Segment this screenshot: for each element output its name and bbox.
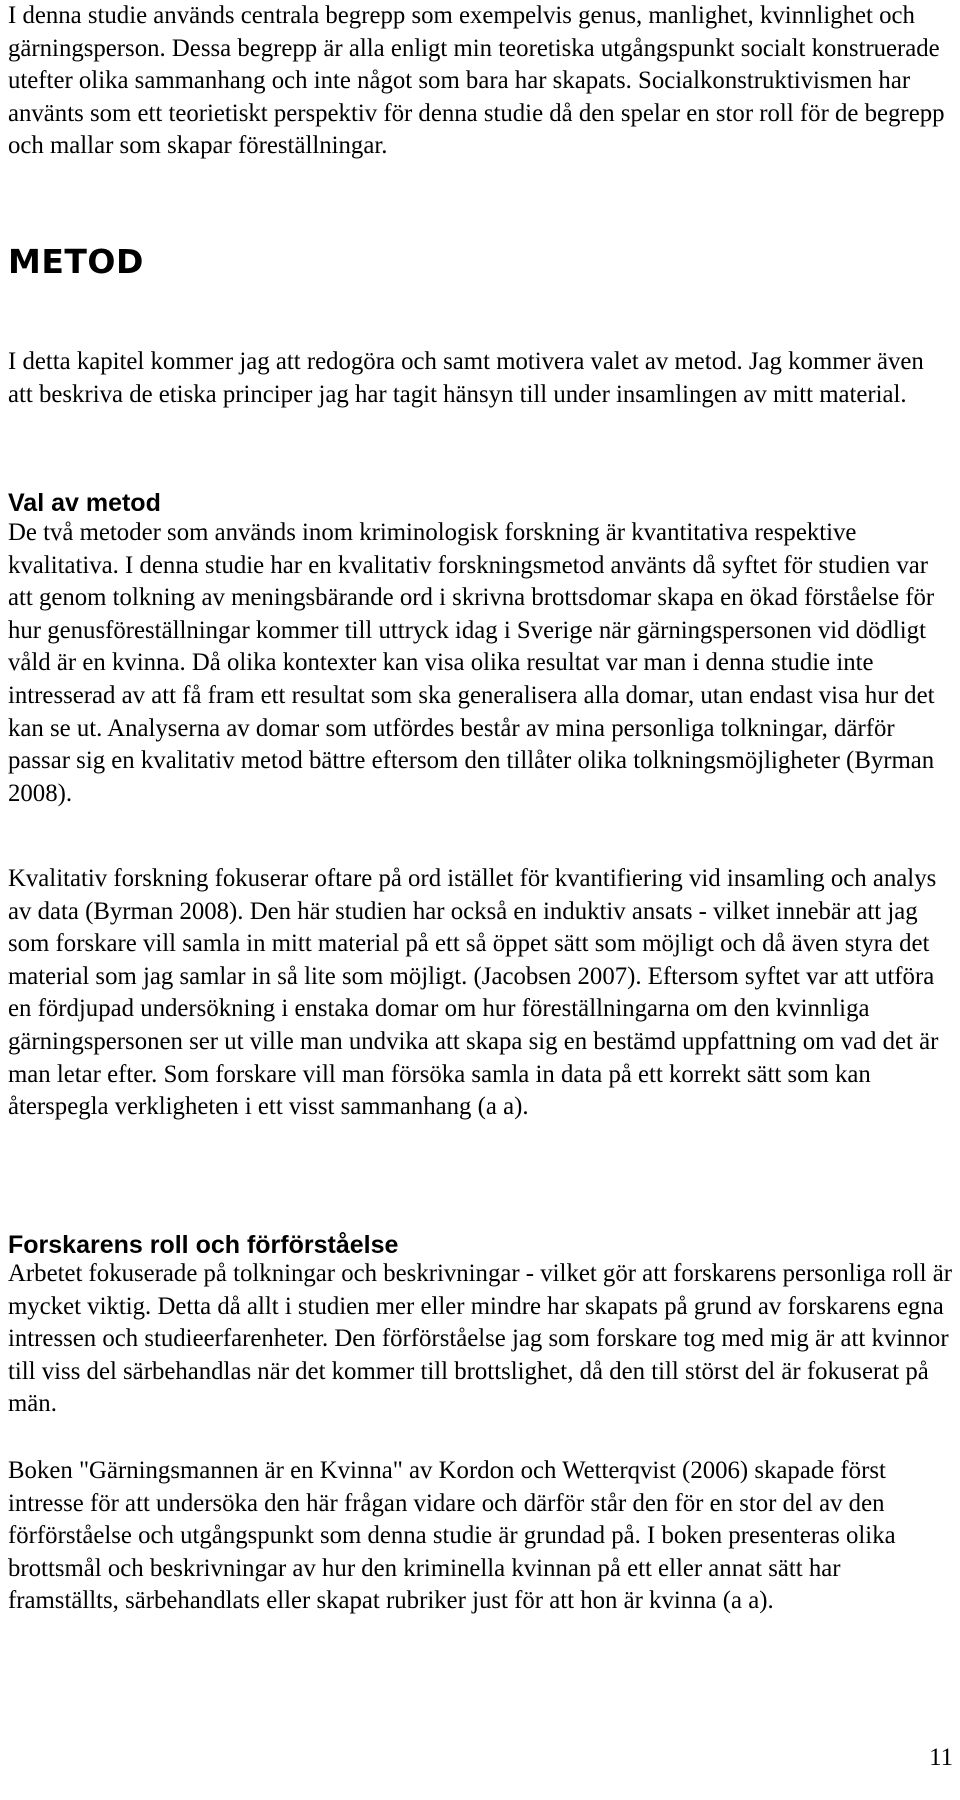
section-heading-val-av-metod: Val av metod: [8, 489, 161, 517]
paragraph-boken: Boken "Gärningsmannen är en Kvinna" av Kordon och Wetterqvist (2006) skapade först intresse för att undersöka den här frågan vidare och därför står den för en stor del av den förförståelse och utgångspunkt som denna studie är grundad på. I boken presenteras olika brottsmål och beskrivningar av hur den kriminella kvinnan på ett eller annat sätt har framställts, särbehandlats eller skapat rubriker just för att hon är kvinna (a a).: [8, 1457, 896, 1615]
chapter-heading-metod: METOD: [8, 242, 144, 281]
paragraph-metod-intro: I detta kapitel kommer jag att redogöra och samt motivera valet av metod. Jag kommer även att beskriva de etiska principer jag har tagit hänsyn till under insamlingen av mitt material.: [8, 348, 924, 408]
paragraph-val-av-metod: De två metoder som används inom kriminologisk forskning är kvantitativa respektive kvalitativa. I denna studie har en kvalitativ forskningsmetod använts då syftet för studien var att genom tolkning av meningsbärande ord i skrivna brottsdomar skapa en ökad förståelse för hur genusföreställningar kommer till uttryck idag i Sverige när gärningspersonen vid dödligt våld är en kvinna. Då olika kontexter kan visa olika resultat var man i denna studie inte intresserad av att få fram ett resultat som ska generalisera alla domar, utan endast visa hur det kan se ut. Analyserna av domar som utfördes består av mina personliga tolkningar, därför passar sig en kvalitativ metod bättre eftersom den tillåter olika tolkningsmöjligheter (Byrman 2008).: [8, 519, 935, 807]
paragraph-forskarens-roll: Arbetet fokuserade på tolkningar och beskrivningar - vilket gör att forskarens personliga roll är mycket viktig. Detta då allt i studien mer eller mindre har skapats på grund av forskarens egna intressen och studieerfarenheter. Den förförståelse jag som forskare tog med mig är att kvinnor till viss del särbehandlas när det kommer till brottslighet, då den till störst del är fokuserat på män.: [8, 1260, 953, 1418]
section-heading-forskarens-roll: Forskarens roll och förförståelse: [8, 1231, 399, 1259]
paragraph-kvalitativ-forskning: Kvalitativ forskning fokuserar oftare på ord istället för kvantifiering vid insamling och analys av data (Byrman 2008). Den här studien har också en induktiv ansats - vilket innebär att jag som forskare vill samla in mitt material på ett så öppet sätt som möjligt och då även styra det material som jag samlar in så lite som möjligt. (Jacobsen 2007). Eftersom syftet var att utföra en fördjupad undersökning i enstaka domar om hur föreställningarna om den kvinnliga gärningspersonen ser ut ville man undvika att skapa sig en bestämd uppfattning om vad det är man letar efter. Som forskare vill man försöka samla in data på ett korrekt sätt som kan återspegla verkligheten i ett visst sammanhang (a a).: [8, 865, 939, 1121]
paragraph-intro: I denna studie används centrala begrepp som exempelvis genus, manlighet, kvinnlighet och gärningsperson. Dessa begrepp är alla enligt min teoretiska utgångspunkt socialt konstruerade utefter olika sammanhang och inte något som bara har skapats. Socialkonstruktivismen har använts som ett teorietiskt perspektiv för denna studie då den spelar en stor roll för de begrepp och mallar som skapar föreställningar.: [8, 2, 945, 160]
page-number: 11: [929, 1744, 953, 1771]
